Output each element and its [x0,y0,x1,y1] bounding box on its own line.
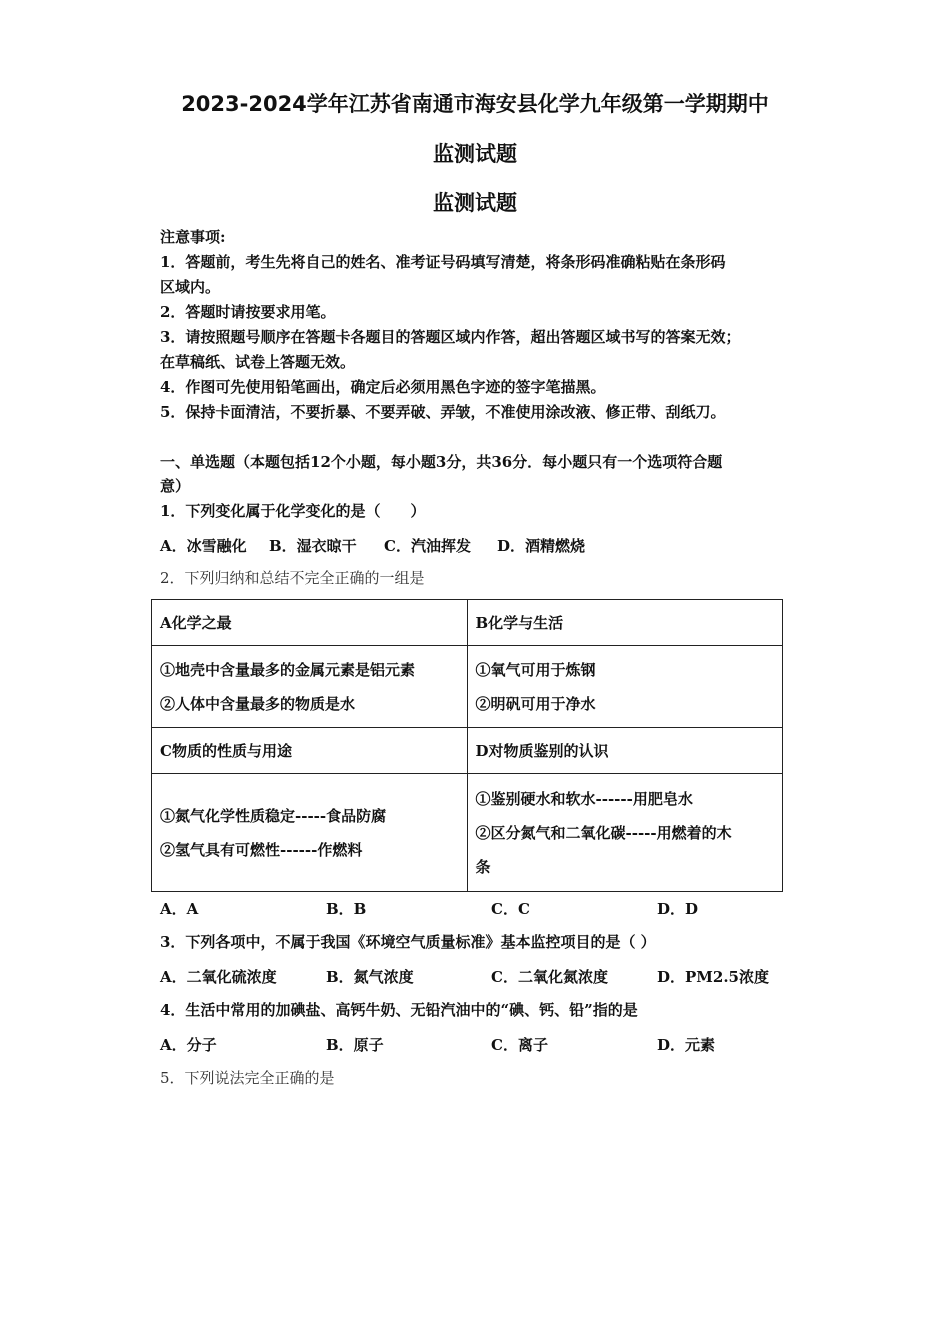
table-cell-d-head: D对物质鉴别的认识 [467,728,783,774]
q3-option-a: A．二氧化硫浓度 [160,968,277,986]
q4-option-a: A．分子 [160,1036,217,1054]
q1-option-b: B．湿衣晾干 [269,537,357,555]
table-cell-line: ①氧气可用于炼钢 [475,660,596,679]
question-2-stem: 2．下列归纳和总结不完全正确的一组是 [160,569,425,587]
notice-item: 3．请按照题号顺序在答题卡各题目的答题区域内作答，超出答题区域书写的答案无效； [160,328,741,346]
table-cell-b-body [467,646,783,728]
q2-option-d: D．D [657,900,699,918]
table-cell-line: ②氢气具有可燃性------作燃料 [160,840,363,859]
question-4-stem: 4．生活中常用的加碘盐、高钙牛奶、无铅汽油中的“碘、钙、铅”指的是 [160,1001,638,1019]
question-1-stem: 1．下列变化属于化学变化的是（ ） [160,502,426,520]
table-cell-c-body [152,774,468,892]
table-cell-line: ②区分氮气和二氧化碳-----用燃着的木 [475,823,732,842]
notice-item: 在草稿纸、试卷上答题无效。 [160,353,356,371]
table-cell-line: ①氮气化学性质稳定-----食品防腐 [160,806,387,825]
notice-item: 5．保持卡面清洁，不要折暴、不要弄破、弄皱，不准使用涂改液、修正带、刮纸刀。 [160,403,726,421]
q2-option-b: B．B [326,900,367,918]
q3-option-d: D．PM2.5浓度 [657,968,769,986]
notice-item: 1．答题前，考生先将自己的姓名、准考证号码填写清楚，将条形码准确粘贴在条形码 [160,253,726,271]
q3-option-b: B．氮气浓度 [326,968,414,986]
notice-item: 区域内。 [160,278,221,296]
table-cell-line: ②明矾可用于净水 [475,694,596,713]
q1-option-c: C．汽油挥发 [384,537,471,555]
q4-option-c: C．离子 [491,1036,548,1054]
section-heading: 一、单选题（本题包括12个小题，每小题3分，共36分．每小题只有一个选项符合题 [160,453,723,471]
question-5-stem: 5．下列说法完全正确的是 [160,1069,335,1087]
notice-heading: 注意事项: [160,228,226,246]
table-cell-line: 条 [475,857,491,876]
notice-item: 4．作图可先使用铅笔画出，确定后必须用黑色字迹的签字笔描黑。 [160,378,606,396]
q3-option-c: C．二氧化氮浓度 [491,968,608,986]
question-3-stem: 3．下列各项中，不属于我国《环境空气质量标准》基本监控项目的是（ ） [160,933,656,951]
q4-option-b: B．原子 [326,1036,384,1054]
table-cell-line: ①鉴别硬水和软水------用肥皂水 [475,789,693,808]
q1-option-a: A．冰雪融化 [160,537,247,555]
table-cell-a-head: A化学之最 [152,600,468,646]
notice-item: 2．答题时请按要求用笔。 [160,303,336,321]
section-heading-cont: 意） [160,477,191,495]
q2-option-c: C．C [491,900,530,918]
table-cell-a-body [152,646,468,728]
table-cell-c-head: C物质的性质与用途 [152,728,468,774]
page-subtitle-repeat: 监测试题 [433,191,517,215]
q2-table [151,599,783,892]
q4-option-d: D．元素 [657,1036,716,1054]
q2-option-a: A．A [160,900,199,918]
table-cell-d-body [467,774,783,892]
table-cell-line: ①地壳中含量最多的金属元素是铝元素 [160,660,416,679]
page-title: 2023-2024学年江苏省南通市海安县化学九年级第一学期期中 [181,92,769,116]
q1-option-d: D．酒精燃烧 [497,537,586,555]
table-cell-b-head: B化学与生活 [467,600,783,646]
table-cell-line: ②人体中含量最多的物质是水 [160,694,356,713]
page-subtitle: 监测试题 [433,142,517,166]
